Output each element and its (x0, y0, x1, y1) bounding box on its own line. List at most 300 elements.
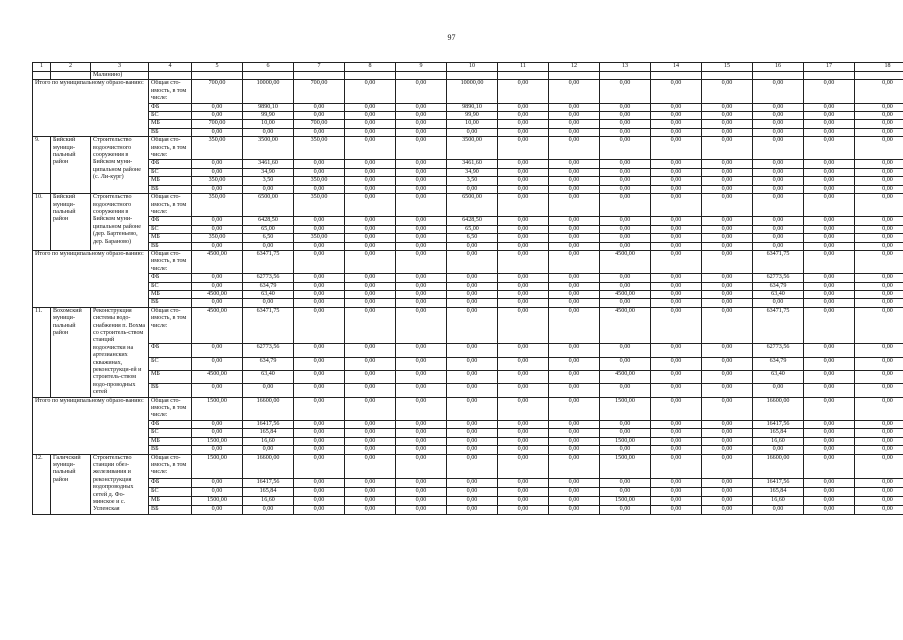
amount-cell: 0,00 (447, 357, 498, 370)
table-row (33, 446, 903, 454)
amount-cell: 0,00 (600, 217, 651, 225)
table-row (33, 307, 903, 344)
amount-cell: 0,00 (804, 496, 855, 505)
amount-cell: 0,00 (753, 505, 804, 514)
amount-cell: 0,00 (447, 496, 498, 505)
amount-cell: 0,00 (345, 488, 396, 497)
amount-cell: 0,00 (549, 479, 600, 488)
amount-cell: 0,00 (345, 112, 396, 120)
amount-cell: 0,00 (549, 112, 600, 120)
table-row (33, 282, 903, 290)
amount-cell: 0,00 (498, 371, 549, 384)
district-name: Бийский муници-пальный район (51, 194, 91, 251)
amount-cell: 0,00 (804, 357, 855, 370)
table-row (33, 120, 903, 128)
amount-cell (396, 72, 447, 80)
amount-cell: 0,00 (600, 357, 651, 370)
row-number (33, 72, 51, 80)
amount-cell: 0,00 (855, 505, 903, 514)
funding-source: МБ (149, 234, 192, 242)
funding-source: Общая сто-имость, в том числе: (149, 194, 192, 217)
amount-cell: 0,00 (447, 128, 498, 136)
amount-cell: 0,00 (549, 120, 600, 128)
amount-cell: 0,00 (294, 299, 345, 307)
amount-cell: 0,00 (804, 128, 855, 136)
amount-cell: 0,00 (855, 177, 903, 185)
amount-cell: 0,00 (294, 397, 345, 420)
amount-cell: 0,00 (753, 299, 804, 307)
amount-cell: 0,00 (702, 112, 753, 120)
amount-cell: 0,00 (498, 384, 549, 397)
amount-cell: 0,00 (804, 454, 855, 479)
funding-source: БС (149, 112, 192, 120)
amount-cell: 0,00 (498, 344, 549, 357)
column-header: 9 (396, 63, 447, 72)
amount-cell: 0,00 (243, 242, 294, 250)
amount-cell: 0,00 (345, 397, 396, 420)
amount-cell: 62773,56 (243, 344, 294, 357)
amount-cell: 0,00 (855, 290, 903, 298)
amount-cell: 0,00 (804, 488, 855, 497)
amount-cell: 4500,00 (192, 250, 243, 273)
amount-cell: 0,00 (345, 177, 396, 185)
amount-cell: 0,00 (651, 234, 702, 242)
amount-cell: 0,00 (396, 357, 447, 370)
amount-cell: 0,00 (345, 290, 396, 298)
funding-source: БС (149, 225, 192, 233)
amount-cell: 3500,00 (243, 137, 294, 160)
amount-cell: 0,00 (192, 282, 243, 290)
amount-cell: 0,00 (702, 234, 753, 242)
amount-cell: 4500,00 (600, 250, 651, 273)
amount-cell: 0,00 (498, 429, 549, 437)
amount-cell: 0,00 (549, 128, 600, 136)
amount-cell: 16,60 (243, 496, 294, 505)
amount-cell: 0,00 (855, 282, 903, 290)
amount-cell: 0,00 (753, 217, 804, 225)
amount-cell: 0,00 (498, 446, 549, 454)
amount-cell: 0,00 (753, 185, 804, 193)
amount-cell: 0,00 (192, 185, 243, 193)
amount-cell: 0,00 (396, 299, 447, 307)
amount-cell: 0,00 (855, 488, 903, 497)
amount-cell: 0,00 (549, 496, 600, 505)
amount-cell: 0,00 (804, 274, 855, 282)
table-row (33, 479, 903, 488)
amount-cell: 0,00 (855, 446, 903, 454)
amount-cell: 0,00 (651, 429, 702, 437)
table-row (33, 488, 903, 497)
row-number: 12. (33, 454, 51, 514)
table-row (33, 177, 903, 185)
amount-cell: 0,00 (294, 168, 345, 176)
amount-cell: 0,00 (855, 496, 903, 505)
amount-cell: 0,00 (294, 103, 345, 111)
amount-cell: 0,00 (804, 307, 855, 344)
funding-source: БС (149, 488, 192, 497)
amount-cell: 3461,60 (447, 160, 498, 168)
amount-cell: 16,60 (243, 437, 294, 445)
amount-cell: 0,00 (192, 274, 243, 282)
amount-cell: 0,00 (498, 437, 549, 445)
amount-cell: 0,00 (651, 194, 702, 217)
amount-cell: 63,40 (243, 371, 294, 384)
amount-cell: 0,00 (345, 225, 396, 233)
amount-cell: 0,00 (192, 429, 243, 437)
amount-cell: 700,00 (294, 120, 345, 128)
amount-cell: 0,00 (651, 290, 702, 298)
amount-cell: 16,60 (753, 496, 804, 505)
amount-cell: 0,00 (753, 225, 804, 233)
amount-cell: 9890,10 (447, 103, 498, 111)
amount-cell: 0,00 (600, 234, 651, 242)
amount-cell: 0,00 (396, 307, 447, 344)
amount-cell: 0,00 (294, 160, 345, 168)
column-header: 15 (702, 63, 753, 72)
amount-cell: 0,00 (294, 282, 345, 290)
amount-cell: 0,00 (651, 177, 702, 185)
amount-cell: 0,00 (192, 225, 243, 233)
amount-cell: 0,00 (651, 357, 702, 370)
amount-cell: 0,00 (702, 185, 753, 193)
amount-cell: 0,00 (600, 429, 651, 437)
amount-cell: 10000,00 (243, 80, 294, 103)
amount-cell: 0,00 (702, 397, 753, 420)
amount-cell: 0,00 (294, 479, 345, 488)
project-description: Реконструкция системы водо-снабжения п. Вохма со строитель-ством станций водоочистки на артезианских скважинах, реконструкци-ей и строитель-ством водо-проводных сетей (91, 307, 149, 397)
amount-cell: 0,00 (498, 112, 549, 120)
amount-cell: 0,00 (447, 307, 498, 344)
amount-cell: 0,00 (753, 112, 804, 120)
amount-cell: 0,00 (549, 194, 600, 217)
funding-source: БС (149, 357, 192, 370)
amount-cell: 0,00 (753, 120, 804, 128)
amount-cell: 0,00 (396, 429, 447, 437)
amount-cell: 0,00 (753, 137, 804, 160)
amount-cell: 0,00 (345, 446, 396, 454)
amount-cell: 0,00 (702, 137, 753, 160)
amount-cell: 0,00 (804, 299, 855, 307)
amount-cell: 0,00 (753, 234, 804, 242)
amount-cell: 0,00 (804, 112, 855, 120)
amount-cell: 1500,00 (192, 437, 243, 445)
amount-cell: 0,00 (855, 103, 903, 111)
amount-cell: 0,00 (396, 168, 447, 176)
amount-cell: 0,00 (702, 437, 753, 445)
subtotal-label: Итого по муниципальному образо-ванию: (33, 250, 149, 307)
amount-cell: 0,00 (549, 344, 600, 357)
amount-cell: 0,00 (396, 505, 447, 514)
amount-cell: 63471,75 (243, 307, 294, 344)
amount-cell: 0,00 (396, 160, 447, 168)
amount-cell: 0,00 (651, 479, 702, 488)
column-header: 16 (753, 63, 804, 72)
amount-cell: 0,00 (651, 488, 702, 497)
amount-cell: 0,00 (753, 177, 804, 185)
amount-cell: 700,00 (192, 120, 243, 128)
amount-cell: 1500,00 (600, 496, 651, 505)
amount-cell: 0,00 (651, 454, 702, 479)
amount-cell: 0,00 (192, 160, 243, 168)
amount-cell: 0,00 (549, 274, 600, 282)
funding-source: Общая сто-имость, в том числе: (149, 80, 192, 103)
amount-cell: 3500,00 (447, 137, 498, 160)
amount-cell: 0,00 (447, 505, 498, 514)
amount-cell: 0,00 (651, 168, 702, 176)
amount-cell: 0,00 (804, 290, 855, 298)
amount-cell: 0,00 (549, 80, 600, 103)
amount-cell: 0,00 (753, 103, 804, 111)
amount-cell: 0,00 (447, 344, 498, 357)
amount-cell: 0,00 (702, 80, 753, 103)
amount-cell: 0,00 (804, 420, 855, 428)
amount-cell: 165,84 (243, 429, 294, 437)
amount-cell: 63,40 (753, 290, 804, 298)
amount-cell: 0,00 (600, 299, 651, 307)
amount-cell: 0,00 (294, 437, 345, 445)
amount-cell: 0,00 (600, 120, 651, 128)
amount-cell: 350,00 (294, 234, 345, 242)
amount-cell: 0,00 (549, 168, 600, 176)
amount-cell: 0,00 (447, 242, 498, 250)
amount-cell: 0,00 (804, 446, 855, 454)
amount-cell: 0,00 (498, 496, 549, 505)
amount-cell: 350,00 (192, 177, 243, 185)
amount-cell: 0,00 (804, 242, 855, 250)
amount-cell: 0,00 (804, 168, 855, 176)
amount-cell: 65,00 (243, 225, 294, 233)
amount-cell: 0,00 (702, 357, 753, 370)
amount-cell (855, 72, 903, 80)
amount-cell: 0,00 (345, 103, 396, 111)
amount-cell: 0,00 (396, 103, 447, 111)
amount-cell: 0,00 (651, 505, 702, 514)
amount-cell: 0,00 (549, 242, 600, 250)
row-number: 11. (33, 307, 51, 397)
table-row (33, 217, 903, 225)
amount-cell: 16417,56 (243, 479, 294, 488)
amount-cell: 0,00 (549, 250, 600, 273)
amount-cell: 0,00 (651, 250, 702, 273)
amount-cell: 0,00 (396, 120, 447, 128)
amount-cell: 34,90 (243, 168, 294, 176)
amount-cell: 0,00 (855, 420, 903, 428)
subtotal-label: Итого по муниципальному образо-ванию: (33, 397, 149, 454)
amount-cell: 0,00 (498, 357, 549, 370)
amount-cell: 0,00 (702, 274, 753, 282)
amount-cell: 10,00 (243, 120, 294, 128)
amount-cell: 0,00 (702, 194, 753, 217)
amount-cell: 0,00 (396, 437, 447, 445)
amount-cell: 0,00 (192, 242, 243, 250)
table-row (33, 454, 903, 479)
amount-cell (804, 72, 855, 80)
amount-cell: 0,00 (294, 242, 345, 250)
amount-cell: 0,00 (855, 168, 903, 176)
amount-cell: 6,50 (243, 234, 294, 242)
amount-cell: 16600,00 (753, 397, 804, 420)
amount-cell: 16600,00 (753, 454, 804, 479)
amount-cell: 0,00 (345, 185, 396, 193)
amount-cell: 0,00 (396, 290, 447, 298)
amount-cell: 0,00 (600, 505, 651, 514)
amount-cell: 0,00 (345, 505, 396, 514)
amount-cell: 0,00 (549, 299, 600, 307)
amount-cell: 63471,75 (243, 250, 294, 273)
amount-cell: 0,00 (447, 437, 498, 445)
amount-cell: 0,00 (294, 217, 345, 225)
amount-cell: 1500,00 (600, 397, 651, 420)
amount-cell: 0,00 (651, 120, 702, 128)
amount-cell: 0,00 (549, 103, 600, 111)
amount-cell (753, 72, 804, 80)
amount-cell: 0,00 (447, 290, 498, 298)
amount-cell: 0,00 (294, 344, 345, 357)
amount-cell: 0,00 (600, 225, 651, 233)
amount-cell: 0,00 (804, 429, 855, 437)
amount-cell: 0,00 (702, 420, 753, 428)
amount-cell: 0,00 (243, 505, 294, 514)
amount-cell: 0,00 (345, 80, 396, 103)
amount-cell: 0,00 (294, 290, 345, 298)
amount-cell: 0,00 (600, 112, 651, 120)
amount-cell: 0,00 (855, 112, 903, 120)
amount-cell: 0,00 (345, 282, 396, 290)
column-header: 5 (192, 63, 243, 72)
amount-cell: 0,00 (396, 282, 447, 290)
amount-cell (192, 72, 243, 80)
amount-cell: 0,00 (855, 128, 903, 136)
amount-cell: 1500,00 (600, 454, 651, 479)
amount-cell: 0,00 (549, 505, 600, 514)
amount-cell: 16600,00 (243, 397, 294, 420)
budget-table (32, 62, 903, 515)
amount-cell: 0,00 (804, 185, 855, 193)
amount-cell: 0,00 (498, 120, 549, 128)
column-header: 7 (294, 63, 345, 72)
amount-cell: 0,00 (294, 488, 345, 497)
amount-cell: 0,00 (294, 128, 345, 136)
amount-cell: 0,00 (600, 446, 651, 454)
column-header: 11 (498, 63, 549, 72)
amount-cell: 0,00 (396, 454, 447, 479)
amount-cell: 16417,56 (753, 420, 804, 428)
amount-cell: 0,00 (702, 496, 753, 505)
amount-cell (651, 72, 702, 80)
amount-cell: 0,00 (702, 446, 753, 454)
amount-cell: 0,00 (549, 488, 600, 497)
amount-cell: 0,00 (345, 437, 396, 445)
amount-cell: 0,00 (651, 274, 702, 282)
amount-cell: 0,00 (804, 234, 855, 242)
amount-cell: 6,50 (447, 234, 498, 242)
amount-cell: 0,00 (396, 344, 447, 357)
table-row (33, 344, 903, 357)
amount-cell: 634,79 (243, 282, 294, 290)
amount-cell: 0,00 (192, 168, 243, 176)
amount-cell: 62773,56 (753, 274, 804, 282)
amount-cell: 0,00 (702, 290, 753, 298)
amount-cell: 0,00 (345, 242, 396, 250)
amount-cell: 0,00 (498, 505, 549, 514)
amount-cell: 0,00 (855, 185, 903, 193)
table-row (33, 194, 903, 217)
funding-source: ВБ (149, 128, 192, 136)
amount-cell: 0,00 (753, 194, 804, 217)
funding-source: МБ (149, 437, 192, 445)
table-row (33, 420, 903, 428)
amount-cell: 0,00 (702, 384, 753, 397)
amount-cell: 0,00 (498, 168, 549, 176)
amount-cell: 165,84 (753, 429, 804, 437)
amount-cell: 0,00 (651, 437, 702, 445)
amount-cell: 0,00 (498, 137, 549, 160)
amount-cell: 0,00 (243, 185, 294, 193)
project-description: Строительство водоочистного сооружения в Бийском муни-ципальном районе (дер. Бартеньево, дер. Бараново) (91, 194, 149, 251)
amount-cell: 0,00 (855, 437, 903, 445)
table-row (33, 437, 903, 445)
amount-cell: 4500,00 (600, 290, 651, 298)
amount-cell: 0,00 (345, 344, 396, 357)
amount-cell: 0,00 (855, 357, 903, 370)
table-row (33, 137, 903, 160)
column-header: 3 (91, 63, 149, 72)
column-header: 14 (651, 63, 702, 72)
amount-cell: 0,00 (600, 128, 651, 136)
amount-cell: 0,00 (345, 384, 396, 397)
amount-cell: 0,00 (702, 479, 753, 488)
amount-cell (498, 72, 549, 80)
amount-cell: 0,00 (702, 217, 753, 225)
amount-cell: 0,00 (498, 250, 549, 273)
row-number: 9. (33, 137, 51, 194)
amount-cell: 0,00 (447, 446, 498, 454)
amount-cell: 0,00 (192, 103, 243, 111)
amount-cell: 0,00 (651, 137, 702, 160)
amount-cell: 0,00 (192, 505, 243, 514)
amount-cell: 0,00 (855, 194, 903, 217)
amount-cell: 0,00 (702, 177, 753, 185)
amount-cell: 0,00 (855, 120, 903, 128)
project-description: Строительство водоочистного сооружения в Бийском муни-ципальном районе (с. Ли-кург) (91, 137, 149, 194)
amount-cell: 99,90 (243, 112, 294, 120)
amount-cell: 0,00 (498, 194, 549, 217)
amount-cell: 0,00 (651, 420, 702, 428)
amount-cell: 0,00 (345, 371, 396, 384)
amount-cell: 0,00 (345, 120, 396, 128)
amount-cell: 0,00 (549, 371, 600, 384)
amount-cell: 0,00 (804, 103, 855, 111)
amount-cell: 350,00 (192, 194, 243, 217)
amount-cell: 0,00 (855, 299, 903, 307)
amount-cell: 165,84 (753, 488, 804, 497)
amount-cell: 3,50 (447, 177, 498, 185)
amount-cell: 1500,00 (192, 454, 243, 479)
amount-cell: 0,00 (549, 429, 600, 437)
amount-cell: 0,00 (498, 274, 549, 282)
amount-cell: 0,00 (498, 488, 549, 497)
amount-cell: 0,00 (651, 397, 702, 420)
district-name: Вохомский муници-пальный район (51, 307, 91, 397)
table-row (33, 371, 903, 384)
funding-source: БС (149, 282, 192, 290)
funding-source: Общая сто-имость, в том числе: (149, 397, 192, 420)
amount-cell: 0,00 (498, 299, 549, 307)
amount-cell: 0,00 (345, 496, 396, 505)
amount-cell: 0,00 (294, 250, 345, 273)
amount-cell: 0,00 (294, 371, 345, 384)
amount-cell: 0,00 (702, 250, 753, 273)
